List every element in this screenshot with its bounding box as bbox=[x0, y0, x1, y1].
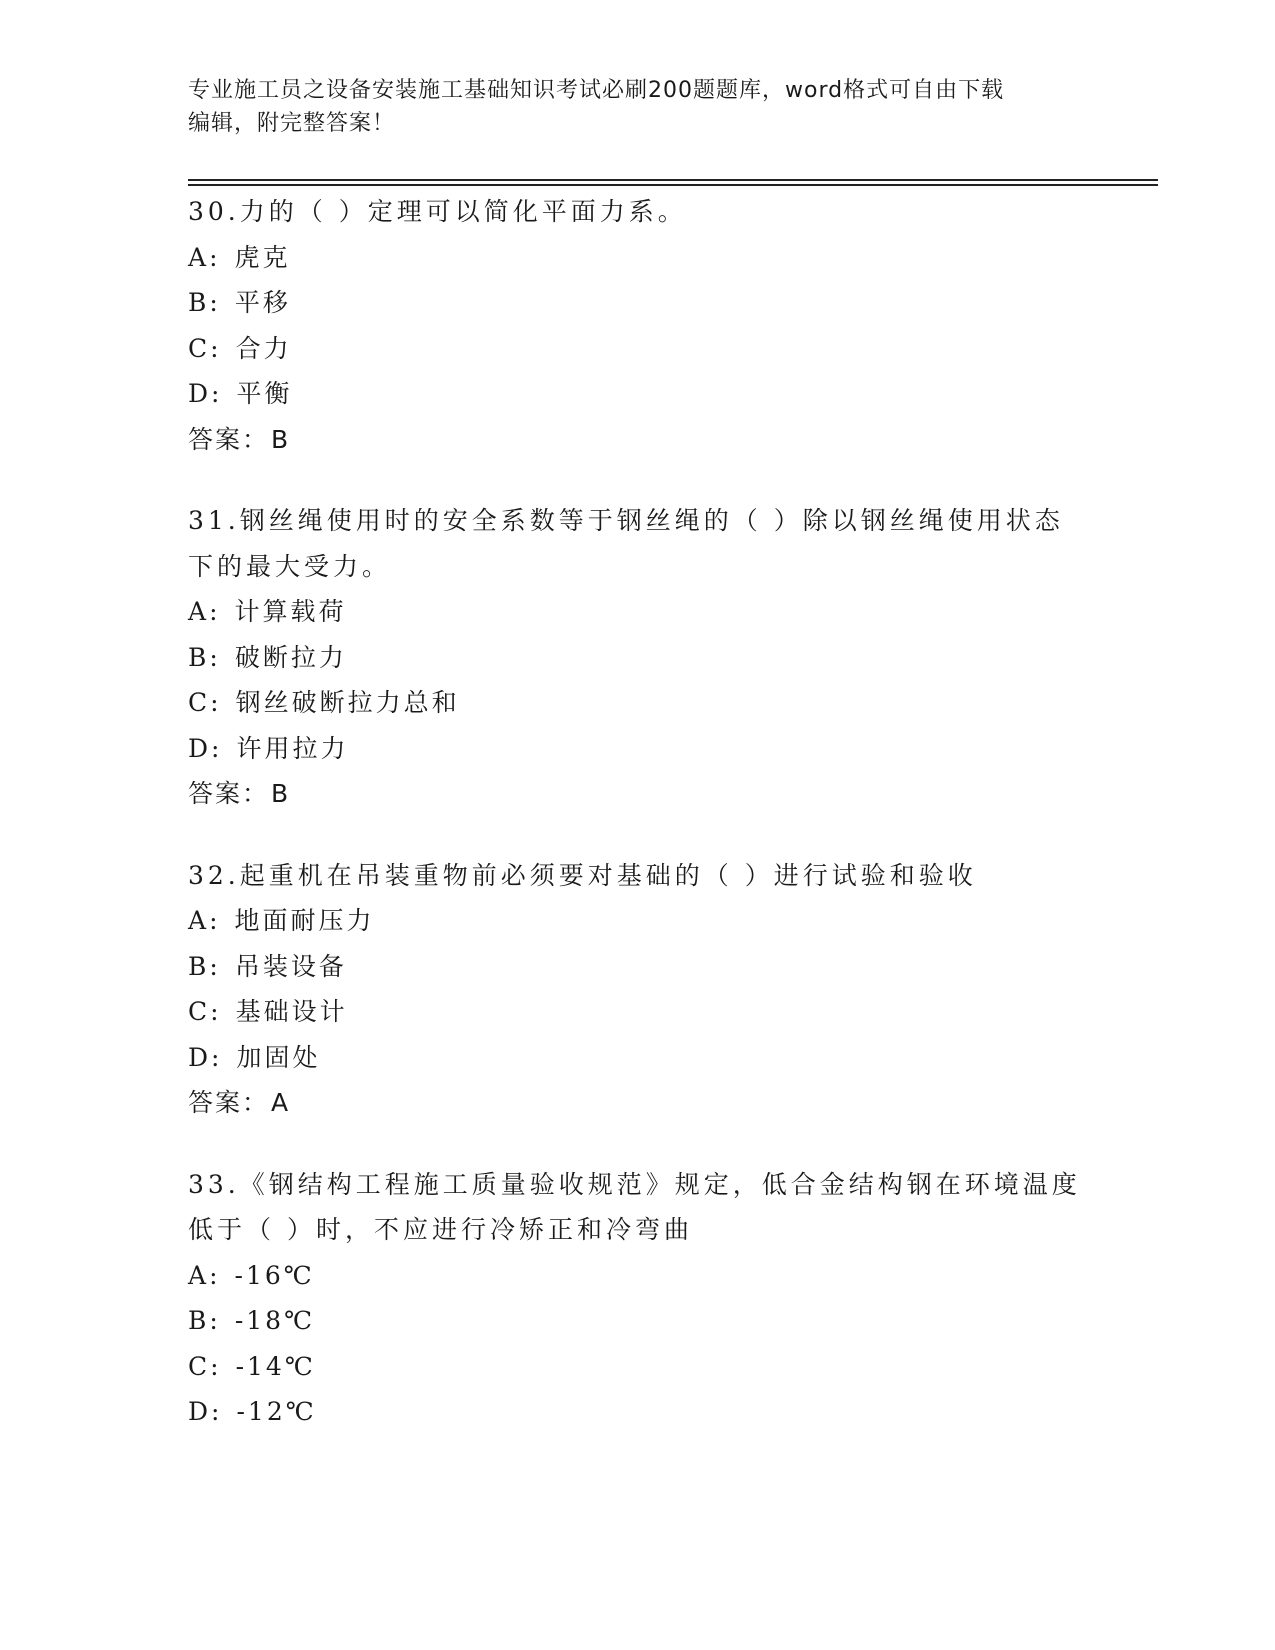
option-text: 虎克 bbox=[234, 242, 291, 272]
answer-label: 答案： bbox=[188, 424, 270, 454]
answer-line bbox=[188, 417, 1088, 463]
option-a: A: 计算载荷 bbox=[188, 589, 1088, 635]
option-letter: D bbox=[188, 1397, 212, 1426]
option-text: 许用拉力 bbox=[236, 733, 349, 763]
answer-line bbox=[188, 771, 1088, 817]
option-letter: B bbox=[188, 1306, 210, 1335]
question-block bbox=[188, 498, 1088, 817]
question-stem: 31.钢丝绳使用时的安全系数等于钢丝绳的（ ）除以钢丝绳使用状态下的最大受力。 bbox=[188, 506, 1064, 581]
answer-line bbox=[188, 1080, 1088, 1126]
option-letter: A bbox=[188, 906, 210, 935]
option-text: -12℃ bbox=[236, 1397, 317, 1426]
option-text: 破断拉力 bbox=[234, 642, 347, 672]
option-letter: A bbox=[188, 242, 210, 272]
question-list bbox=[188, 189, 1088, 1471]
option-b: B: 吊装设备 bbox=[188, 944, 1088, 990]
option-letter: D bbox=[188, 379, 212, 408]
option-letter: A bbox=[188, 1260, 210, 1290]
option-d: D: 加固处 bbox=[188, 1035, 1088, 1081]
option-d: D: 平衡 bbox=[188, 371, 1088, 417]
option-letter: C bbox=[188, 333, 211, 363]
option-text: 合力 bbox=[235, 333, 292, 363]
option-text: 钢丝破断拉力总和 bbox=[235, 688, 460, 717]
question-stem: 32.起重机在吊装重物前必须要对基础的（ ）进行试验和验收 bbox=[188, 860, 977, 890]
option-letter: D bbox=[188, 1042, 212, 1072]
answer-value: B bbox=[271, 424, 291, 454]
option-letter: C bbox=[188, 997, 211, 1026]
option-text: 计算载荷 bbox=[234, 597, 347, 626]
option-b: B: -18℃ bbox=[188, 1298, 1088, 1344]
option-letter: D bbox=[188, 733, 212, 763]
option-text: 加固处 bbox=[236, 1042, 321, 1072]
option-text: 基础设计 bbox=[235, 997, 348, 1026]
option-letter: C bbox=[188, 688, 211, 717]
option-text: 平移 bbox=[234, 288, 291, 317]
option-text: -16℃ bbox=[234, 1260, 315, 1290]
option-c: C: -14℃ bbox=[188, 1344, 1088, 1390]
option-c: C: 基础设计 bbox=[188, 989, 1088, 1035]
option-a: A: -16℃ bbox=[188, 1253, 1088, 1299]
option-letter: B bbox=[188, 642, 210, 672]
answer-value: B bbox=[271, 779, 291, 808]
question-stem: 30.力的（ ）定理可以简化平面力系。 bbox=[188, 197, 687, 226]
header-divider-bottom bbox=[188, 184, 1158, 186]
header-line-1: 专业施工员之设备安装施工基础知识考试必刷200题题库，word格式可自由下载 bbox=[188, 78, 1005, 103]
option-letter: A bbox=[188, 597, 210, 626]
option-text: 平衡 bbox=[236, 379, 293, 408]
document-header bbox=[188, 74, 1088, 140]
answer-value: A bbox=[271, 1088, 291, 1117]
option-letter: B bbox=[188, 951, 210, 981]
answer-label: 答案： bbox=[188, 1088, 270, 1117]
option-text: 吊装设备 bbox=[234, 951, 347, 981]
option-text: -18℃ bbox=[234, 1306, 316, 1335]
option-letter: B bbox=[188, 288, 210, 317]
header-divider-top bbox=[188, 179, 1158, 181]
question-block bbox=[188, 189, 1088, 462]
option-a: A: 虎克 bbox=[188, 235, 1088, 281]
option-c: C: 钢丝破断拉力总和 bbox=[188, 680, 1088, 726]
option-a: A: 地面耐压力 bbox=[188, 898, 1088, 944]
question-stem: 33.《钢结构工程施工质量验收规范》规定，低合金结构钢在环境温度低于（ ）时，不应进行冷矫正和冷弯曲 bbox=[188, 1169, 1081, 1244]
question-block bbox=[188, 853, 1088, 1126]
option-text: -14℃ bbox=[235, 1351, 316, 1381]
option-b: B: 平移 bbox=[188, 280, 1088, 326]
header-line-2: 编辑，附完整答案！ bbox=[188, 111, 396, 136]
option-d: D: -12℃ bbox=[188, 1389, 1088, 1435]
answer-label: 答案： bbox=[188, 779, 270, 808]
option-c: C: 合力 bbox=[188, 326, 1088, 372]
option-b: B: 破断拉力 bbox=[188, 635, 1088, 681]
option-d: D: 许用拉力 bbox=[188, 726, 1088, 772]
question-block bbox=[188, 1162, 1088, 1435]
option-text: 地面耐压力 bbox=[234, 906, 375, 935]
option-letter: C bbox=[188, 1351, 211, 1381]
